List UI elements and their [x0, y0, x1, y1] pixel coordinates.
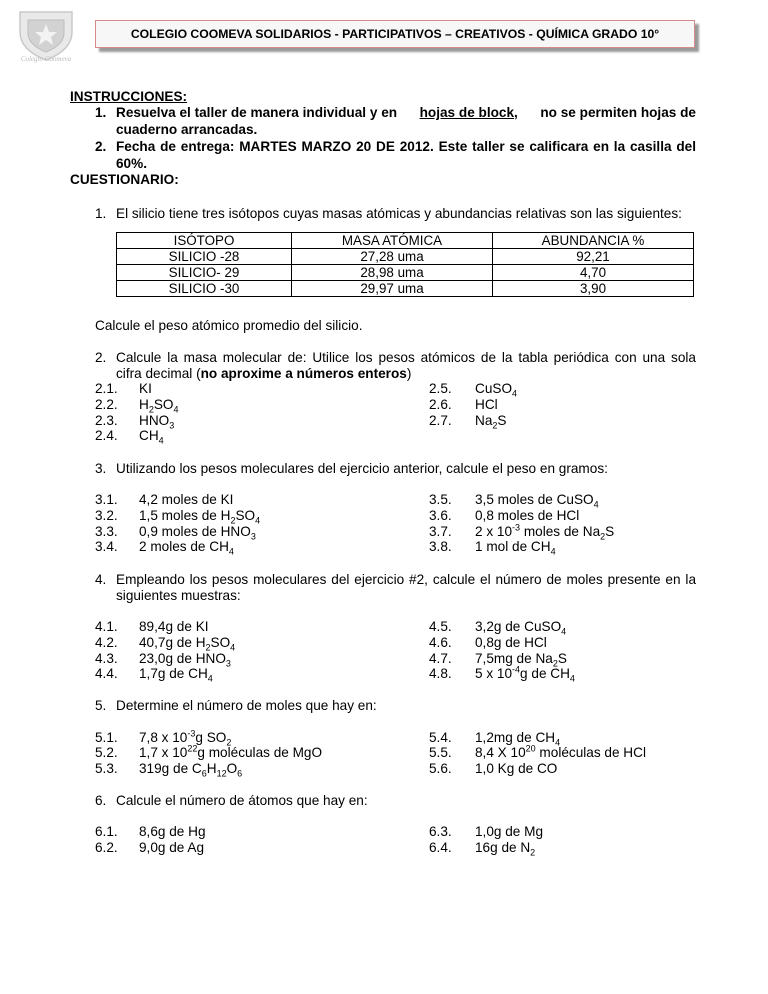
table-cell: 92,21: [493, 249, 694, 265]
list-item: 3,2g de CuSO$_4$: [475, 619, 567, 637]
item-number: 2.2.: [95, 397, 118, 412]
q2-line-2-bold: no aproxime a números enteros: [200, 366, 407, 381]
list-item: CuSO$_4$: [475, 381, 518, 399]
list-item: 1,7g de $CH_4$: [139, 666, 213, 684]
table-header-row: [117, 233, 694, 249]
item-number: 3.2.: [95, 508, 118, 523]
list-item: 0,9 moles de $HNO_3$: [139, 524, 256, 542]
item-number: 4.1.: [95, 619, 118, 634]
isotope-table: [116, 232, 694, 297]
list-item: $Na_2S$: [475, 413, 507, 431]
table-cell: 27,28 uma: [292, 249, 493, 265]
list-item: $HNO_3$: [139, 413, 175, 431]
instructions-heading: INSTRUCCIONES:: [70, 89, 188, 104]
table-cell: 29,97 uma: [292, 281, 493, 297]
q3-text: Utilizando los pesos moleculares del ejercicio anterior, calcule el peso en gramos:: [116, 461, 608, 476]
list-item: 89,4g de KI: [139, 619, 209, 634]
list-item: $H_2SO_4$: [139, 397, 179, 415]
item-number: 4.7.: [429, 651, 452, 666]
q1-number: 1.: [95, 206, 107, 221]
list-item: 7,5mg de $Na_2S$: [475, 651, 567, 669]
item-number: 5.1.: [95, 730, 118, 745]
list-item: 7,8 x $10^{-3}g$ $SO_2$: [139, 728, 232, 748]
table-row: [117, 265, 694, 281]
item-number: 5.4.: [429, 730, 452, 745]
list-item: 1,5 moles de $H_2SO_4$: [139, 508, 261, 526]
q6-text: Calcule el número de átomos que hay en:: [116, 793, 368, 808]
item-number: 3.6.: [429, 508, 452, 523]
instruction-2-text-b: 60%.: [116, 156, 147, 171]
list-item: 5 x $10^{-4}g$ de $CH_4$: [475, 664, 575, 684]
item-number: 4.2.: [95, 635, 118, 650]
q2-number: 2.: [95, 350, 107, 365]
list-item: 0,8 moles de HCl: [475, 508, 580, 523]
item-number: 2.6.: [429, 397, 452, 412]
item-number: 3.5.: [429, 492, 452, 507]
list-item: 1,0 Kg de CO: [475, 761, 558, 776]
table-cell: SILICIO- 29: [117, 265, 292, 281]
q4-number: 4.: [95, 572, 107, 587]
instruction-2-text-a: Fecha de entrega: MARTES MARZO 20 DE 2012. Este taller se calificara en la casilla del: [116, 139, 696, 154]
item-number: 6.2.: [95, 840, 118, 855]
list-item: 9,0g de Ag: [139, 840, 205, 855]
item-number: 4.8.: [429, 666, 452, 681]
q2-line-2-a: cifra decimal (: [116, 366, 201, 381]
q2-line-2: [116, 366, 411, 381]
list-item: 1 mol de $CH_4$: [475, 539, 556, 557]
instruction-1-text-b: no se permiten hojas de: [540, 105, 696, 120]
item-number: 4.6.: [429, 635, 452, 650]
instruction-1-line: [116, 105, 696, 120]
table-cell: 4,70: [493, 265, 694, 281]
list-item: 16g de $N_2$: [475, 840, 536, 858]
q3-number: 3.: [95, 461, 107, 476]
list-item: 319g de $C_6H_{12}O_6$: [139, 761, 243, 779]
list-item: KI: [139, 381, 152, 396]
item-number: 3.7.: [429, 524, 452, 539]
item-number: 5.3.: [95, 761, 118, 776]
item-number: 3.4.: [95, 539, 118, 554]
list-item: 23,0g de $HNO_3$: [139, 651, 231, 669]
item-number: 6.1.: [95, 824, 118, 839]
instruction-2-number: 2.: [95, 139, 107, 154]
item-number: 3.1.: [95, 492, 118, 507]
item-number: 5.6.: [429, 761, 452, 776]
table-cell: SILICIO -30: [117, 281, 292, 297]
item-number: 2.1.: [95, 381, 118, 396]
q1-text: El silicio tiene tres isótopos cuyas masas atómicas y abundancias relativas son las siguientes:: [116, 206, 682, 221]
item-number: 4.3.: [95, 651, 118, 666]
table-cell: 3,90: [493, 281, 694, 297]
table-header: MASA ATÓMICA: [292, 233, 493, 249]
instruction-1-text-a: Resuelva el taller de manera individual y en: [116, 105, 398, 120]
list-item: 1,2mg de $CH_4$: [475, 730, 561, 748]
instruction-1-text-c: cuaderno arrancadas.: [116, 122, 258, 137]
list-item: 1,0g de Mg: [475, 824, 544, 839]
list-item: 2 x $10^{-3}$ moles de $Na_2S$: [475, 522, 615, 542]
table-row: [117, 249, 694, 265]
q4-line-1: Empleando los pesos moleculares del ejercicio #2, calcule el número de moles presente en la: [116, 572, 696, 587]
table-cell: 28,98 uma: [292, 265, 493, 281]
table-row: [117, 281, 694, 297]
list-item: $CH_4$: [139, 428, 164, 446]
list-item: 4,2 moles de KI: [139, 492, 234, 507]
list-item: 0,8g de HCl: [475, 635, 547, 650]
list-item: 2 moles de $CH_4$: [139, 539, 234, 557]
logo-caption: Colegio Coomeva: [20, 55, 72, 63]
item-number: 6.3.: [429, 824, 452, 839]
list-item: 40,7g de $H_2SO_4$: [139, 635, 236, 653]
q2-line-2-c: ): [406, 366, 412, 381]
item-number: 3.8.: [429, 539, 452, 554]
list-item: 8,6g de Hg: [139, 824, 206, 839]
list-item: HCl: [475, 397, 498, 412]
item-number: 5.2.: [95, 745, 118, 760]
table-cell: SILICIO -28: [117, 249, 292, 265]
q5-text: Determine el número de moles que hay en:: [116, 698, 377, 713]
q2-line-1: Calcule la masa molecular de: Utilice los pesos atómicos de la tabla periódica con una sola: [116, 350, 696, 365]
item-number: 2.4.: [95, 428, 118, 443]
q5-number: 5.: [95, 698, 107, 713]
list-item: 3,5 moles de CuSO$_4$: [475, 492, 599, 510]
table-header: ISÓTOPO: [117, 233, 292, 249]
instruction-1-number: 1.: [95, 105, 107, 120]
item-number: 2.3.: [95, 413, 118, 428]
list-item: 8,4 X $10^{20}$ moléculas de HCl: [475, 743, 646, 760]
document-header: COLEGIO COOMEVA SOLIDARIOS - PARTICIPATIVOS – CREATIVOS - QUÍMICA GRADO 10°: [95, 20, 695, 48]
list-item: 1,7 x $10^{22}g$ moléculas de MgO: [139, 743, 323, 760]
instruction-1-underlined: hojas de block,: [419, 105, 518, 120]
item-number: 6.4.: [429, 840, 452, 855]
item-number: 4.4.: [95, 666, 118, 681]
item-number: 2.7.: [429, 413, 452, 428]
item-number: 5.5.: [429, 745, 452, 760]
table-header: ABUNDANCIA %: [493, 233, 694, 249]
questionnaire-heading: CUESTIONARIO:: [70, 172, 179, 187]
q1-followup: Calcule el peso atómico promedio del silicio.: [95, 318, 363, 333]
q4-line-2: siguientes muestras:: [116, 588, 241, 603]
item-number: 2.5.: [429, 381, 452, 396]
q6-number: 6.: [95, 793, 107, 808]
item-number: 3.3.: [95, 524, 118, 539]
item-number: 4.5.: [429, 619, 452, 634]
